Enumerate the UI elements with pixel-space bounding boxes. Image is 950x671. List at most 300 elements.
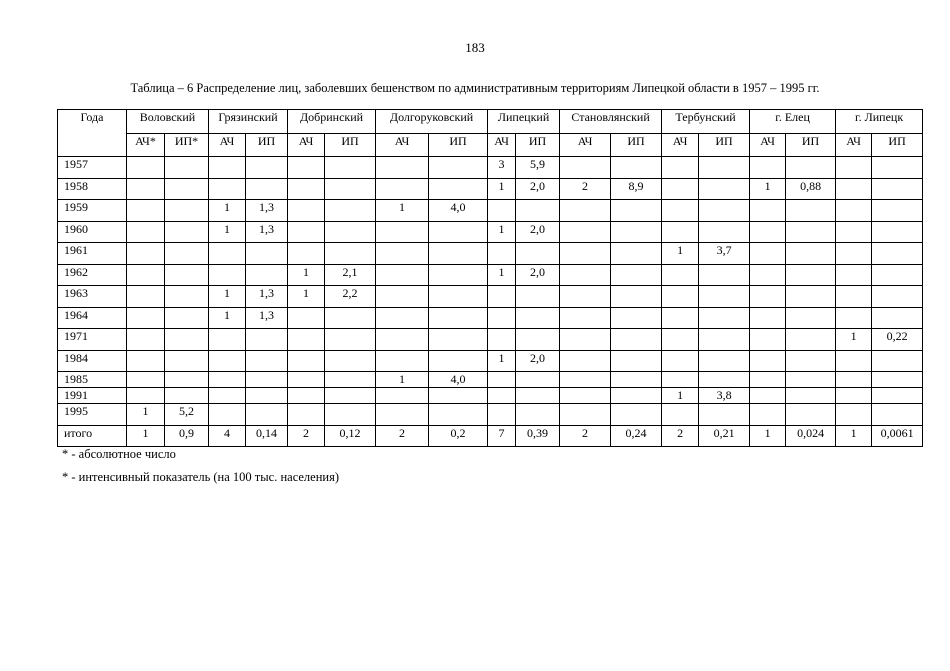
table-cell (488, 200, 516, 222)
table-cell: 1 (836, 329, 872, 351)
table-cell (165, 157, 209, 179)
table-cell (325, 200, 376, 222)
table-cell (611, 388, 662, 404)
table-cell (127, 286, 165, 308)
page-number: 183 (465, 40, 485, 55)
table-cell (786, 388, 836, 404)
table-cell (872, 264, 923, 286)
table-cell (246, 264, 288, 286)
table-cell (516, 307, 560, 329)
subheader-cell: АЧ (662, 134, 699, 157)
table-cell: 4 (209, 425, 246, 447)
subheader-cell: ИП (429, 134, 488, 157)
table-cell (836, 350, 872, 372)
table-cell (872, 350, 923, 372)
table-cell (611, 157, 662, 179)
table-cell (560, 388, 611, 404)
table-cell (662, 221, 699, 243)
footnote-intensive: * - интенсивный показатель (на 100 тыс. населения) (62, 470, 340, 484)
table-cell: 2 (560, 425, 611, 447)
table-cell (127, 157, 165, 179)
table-cell: 2,0 (516, 221, 560, 243)
table-cell (611, 350, 662, 372)
table-cell: 0,21 (699, 425, 750, 447)
header-district: г. Елец (750, 110, 836, 134)
table-cell: 1 (488, 221, 516, 243)
table-cell (246, 372, 288, 388)
table-cell (429, 178, 488, 200)
row-year: 1991 (58, 388, 127, 404)
table-cell (127, 221, 165, 243)
table-cell (750, 157, 786, 179)
table-cell (488, 388, 516, 404)
row-year: 1962 (58, 264, 127, 286)
table-cell: 2 (662, 425, 699, 447)
header-year: Года (58, 110, 127, 157)
table-row (58, 350, 923, 372)
row-year: 1961 (58, 243, 127, 265)
table-cell (836, 243, 872, 265)
subheader-cell: АЧ (836, 134, 872, 157)
table-cell: 1,3 (246, 286, 288, 308)
table-cell (165, 243, 209, 265)
table-cell: 3 (488, 157, 516, 179)
table-cell: 1 (376, 200, 429, 222)
table-cell (750, 200, 786, 222)
header-district: Добринский (288, 110, 376, 134)
table-cell (836, 264, 872, 286)
table-cell (872, 200, 923, 222)
table-cell: 1 (662, 388, 699, 404)
table-cell (560, 243, 611, 265)
table-cell (786, 329, 836, 351)
table-cell (786, 243, 836, 265)
table-row (58, 404, 923, 426)
table-cell (750, 372, 786, 388)
table-row (58, 221, 923, 243)
subheader-cell: ИП (611, 134, 662, 157)
table-cell (488, 372, 516, 388)
row-year: 1957 (58, 157, 127, 179)
table-cell (488, 404, 516, 426)
table-row (58, 307, 923, 329)
table-cell (376, 307, 429, 329)
table-cell (325, 350, 376, 372)
subheader-cell: АЧ* (127, 134, 165, 157)
table-cell (429, 286, 488, 308)
table-cell (288, 404, 325, 426)
table-cell (699, 157, 750, 179)
table-cell (611, 221, 662, 243)
table-cell (325, 372, 376, 388)
table-row (58, 388, 923, 404)
table-cell (376, 178, 429, 200)
table-cell (127, 329, 165, 351)
table-cell: 1 (488, 350, 516, 372)
footnotes (62, 447, 339, 493)
table-cell (165, 178, 209, 200)
table-cell (209, 329, 246, 351)
table-cell (836, 388, 872, 404)
table-cell (750, 243, 786, 265)
table-cell (209, 157, 246, 179)
table-cell: 0,0061 (872, 425, 923, 447)
header-district: Липецкий (488, 110, 560, 134)
table-cell: 2,2 (325, 286, 376, 308)
table-cell (429, 388, 488, 404)
table-cell (786, 404, 836, 426)
table-cell (560, 286, 611, 308)
table-cell (209, 388, 246, 404)
row-year: 1964 (58, 307, 127, 329)
subheader-cell: АЧ (376, 134, 429, 157)
table-cell (662, 372, 699, 388)
table-cell (699, 286, 750, 308)
table-caption: Таблица – 6 Распределение лиц, заболевших бешенством по административным территориям Липецкой области в 1957 – 1995 гг. (130, 81, 820, 95)
table-cell (209, 404, 246, 426)
table-cell (127, 178, 165, 200)
table-cell (429, 329, 488, 351)
table-cell (560, 200, 611, 222)
table-cell (165, 388, 209, 404)
table-cell (836, 372, 872, 388)
table-cell (376, 157, 429, 179)
table-cell (325, 388, 376, 404)
table-cell (560, 157, 611, 179)
table-cell (611, 329, 662, 351)
table-cell (750, 404, 786, 426)
table-cell (786, 200, 836, 222)
table-cell (516, 243, 560, 265)
table-cell (872, 307, 923, 329)
row-year: 1958 (58, 178, 127, 200)
table-cell (872, 404, 923, 426)
table-cell (699, 350, 750, 372)
table-cell (750, 307, 786, 329)
table-cell (488, 307, 516, 329)
table-cell (127, 307, 165, 329)
table-cell (750, 329, 786, 351)
table-cell (127, 388, 165, 404)
table-cell: 7 (488, 425, 516, 447)
table-cell: 4,0 (429, 200, 488, 222)
subheader-cell: АЧ (288, 134, 325, 157)
table-cell (325, 178, 376, 200)
table-cell (288, 221, 325, 243)
table-cell (662, 200, 699, 222)
table-cell: 1 (662, 243, 699, 265)
header-district: Воловский (127, 110, 209, 134)
table-cell: 4,0 (429, 372, 488, 388)
table-cell (560, 221, 611, 243)
subheader-cell: АЧ (560, 134, 611, 157)
header-district: Становлянский (560, 110, 662, 134)
table-cell (288, 350, 325, 372)
table-row (58, 372, 923, 388)
table-cell: 2,0 (516, 264, 560, 286)
table-row (58, 264, 923, 286)
table-cell: 1 (127, 404, 165, 426)
table-cell (288, 243, 325, 265)
table-cell (246, 178, 288, 200)
table-cell (376, 221, 429, 243)
table-row (58, 200, 923, 222)
header-district: Грязинский (209, 110, 288, 134)
table-cell (872, 388, 923, 404)
table-cell (488, 329, 516, 351)
row-year: 1960 (58, 221, 127, 243)
table-cell (836, 404, 872, 426)
table-cell (699, 200, 750, 222)
table-cell (288, 307, 325, 329)
table-cell (611, 307, 662, 329)
table-cell (662, 157, 699, 179)
table-cell (836, 157, 872, 179)
table-cell (662, 178, 699, 200)
table-cell (429, 264, 488, 286)
table-cell (836, 286, 872, 308)
table-cell (872, 372, 923, 388)
table-cell (325, 243, 376, 265)
table-cell (127, 200, 165, 222)
table-cell (560, 264, 611, 286)
table-cell: 2,0 (516, 350, 560, 372)
table-cell: 3,7 (699, 243, 750, 265)
table-cell (611, 200, 662, 222)
table-cell: 0,2 (429, 425, 488, 447)
table-cell (246, 350, 288, 372)
table-cell (288, 178, 325, 200)
table-cell (560, 350, 611, 372)
table-cell (288, 329, 325, 351)
table-cell: 0,39 (516, 425, 560, 447)
table-cell (560, 329, 611, 351)
table-cell (836, 221, 872, 243)
table-cell (786, 157, 836, 179)
table-cell: 1 (209, 200, 246, 222)
table-cell (786, 221, 836, 243)
table-cell: 3,8 (699, 388, 750, 404)
table-cell: 0,22 (872, 329, 923, 351)
table-cell: 8,9 (611, 178, 662, 200)
table-cell: 5,9 (516, 157, 560, 179)
table-cell (516, 200, 560, 222)
table-cell (165, 350, 209, 372)
subheader-cell: АЧ (750, 134, 786, 157)
table-cell (699, 221, 750, 243)
table-cell (560, 307, 611, 329)
table-cell: 0,9 (165, 425, 209, 447)
header-district: Тербунский (662, 110, 750, 134)
table-body (58, 110, 923, 447)
table-cell (165, 286, 209, 308)
table-cell (127, 243, 165, 265)
table-row (58, 157, 923, 179)
table-cell: 2 (288, 425, 325, 447)
table-cell (127, 350, 165, 372)
table-cell (750, 221, 786, 243)
subheader-cell: ИП (786, 134, 836, 157)
table-cell (325, 404, 376, 426)
table-cell: 1,3 (246, 221, 288, 243)
table-cell (560, 372, 611, 388)
table-cell: 1 (836, 425, 872, 447)
table-cell (699, 307, 750, 329)
table-cell: 0,88 (786, 178, 836, 200)
table-cell: 1 (750, 178, 786, 200)
table-cell: 1 (488, 264, 516, 286)
table-cell (786, 307, 836, 329)
table-cell (246, 329, 288, 351)
table-cell (127, 372, 165, 388)
subheader-cell: ИП (699, 134, 750, 157)
subheader-cell: ИП (325, 134, 376, 157)
table-cell (429, 307, 488, 329)
table-cell (429, 350, 488, 372)
table-cell (246, 404, 288, 426)
table-cell (429, 157, 488, 179)
table-row (58, 425, 923, 447)
table-cell: 0,024 (786, 425, 836, 447)
table-row (58, 178, 923, 200)
header-row (58, 110, 923, 134)
table-cell (325, 157, 376, 179)
subheader-row (58, 134, 923, 157)
table-cell (127, 264, 165, 286)
table-row (58, 243, 923, 265)
table-cell (376, 243, 429, 265)
table-cell (786, 264, 836, 286)
table-cell (699, 404, 750, 426)
table-cell (836, 178, 872, 200)
table-cell: 2 (560, 178, 611, 200)
table-cell (165, 329, 209, 351)
table-cell (376, 404, 429, 426)
table-cell (165, 264, 209, 286)
table-cell: 1 (288, 286, 325, 308)
table-cell (872, 221, 923, 243)
subheader-cell: ИП (516, 134, 560, 157)
table-cell: 1 (288, 264, 325, 286)
table-cell (611, 243, 662, 265)
table-cell: 2 (376, 425, 429, 447)
table-cell (611, 372, 662, 388)
table-cell (662, 404, 699, 426)
table-cell (288, 388, 325, 404)
table-cell: 1 (209, 286, 246, 308)
table-cell: 1 (750, 425, 786, 447)
table-cell: 1 (209, 307, 246, 329)
table-cell (786, 372, 836, 388)
table-cell (288, 157, 325, 179)
rabies-table (57, 109, 923, 447)
table-cell (376, 329, 429, 351)
table-cell (750, 286, 786, 308)
table-cell (516, 404, 560, 426)
table-cell: 1 (488, 178, 516, 200)
table-cell (750, 388, 786, 404)
table-cell (246, 157, 288, 179)
table-cell: 0,12 (325, 425, 376, 447)
table-cell (376, 350, 429, 372)
table-cell (699, 372, 750, 388)
table-cell (288, 372, 325, 388)
table-cell (699, 329, 750, 351)
header-district: г. Липецк (836, 110, 923, 134)
table-cell (209, 243, 246, 265)
table-cell (209, 350, 246, 372)
table-cell (872, 243, 923, 265)
subheader-cell: ИП* (165, 134, 209, 157)
subheader-cell: АЧ (209, 134, 246, 157)
table-cell (488, 243, 516, 265)
subheader-cell: АЧ (488, 134, 516, 157)
table-cell (750, 264, 786, 286)
table-cell (376, 388, 429, 404)
table-cell (662, 264, 699, 286)
table-cell (246, 243, 288, 265)
table-cell (611, 286, 662, 308)
table-cell (429, 243, 488, 265)
table-cell: 2,1 (325, 264, 376, 286)
table-cell (750, 350, 786, 372)
table-cell (325, 307, 376, 329)
table-cell (165, 221, 209, 243)
table-cell: 0,24 (611, 425, 662, 447)
table-cell (209, 264, 246, 286)
table-cell: 1,3 (246, 200, 288, 222)
table-cell (209, 372, 246, 388)
table-cell (246, 388, 288, 404)
table-cell (662, 350, 699, 372)
table-cell (488, 286, 516, 308)
table-cell (662, 286, 699, 308)
table-cell: 2,0 (516, 178, 560, 200)
table-cell (872, 286, 923, 308)
table-cell (209, 178, 246, 200)
table-cell (699, 178, 750, 200)
table-cell (516, 388, 560, 404)
table-cell (611, 264, 662, 286)
subheader-cell: ИП (872, 134, 923, 157)
table-cell (836, 307, 872, 329)
table-cell (836, 200, 872, 222)
row-year: 1985 (58, 372, 127, 388)
table-cell (165, 372, 209, 388)
row-year: 1995 (58, 404, 127, 426)
row-year: 1971 (58, 329, 127, 351)
table-cell (288, 200, 325, 222)
row-year: итого (58, 425, 127, 447)
table-cell (786, 350, 836, 372)
subheader-cell: ИП (246, 134, 288, 157)
row-year: 1959 (58, 200, 127, 222)
table-cell (560, 404, 611, 426)
table-row (58, 286, 923, 308)
table-cell: 1 (127, 425, 165, 447)
table-cell (325, 221, 376, 243)
table-cell (325, 329, 376, 351)
table-cell (516, 286, 560, 308)
table-cell (662, 307, 699, 329)
table-cell (786, 286, 836, 308)
table-cell (699, 264, 750, 286)
footnote-absolute: * - абсолютное число (62, 447, 176, 461)
row-year: 1984 (58, 350, 127, 372)
header-district: Долгоруковский (376, 110, 488, 134)
table-cell: 1,3 (246, 307, 288, 329)
table-cell (165, 307, 209, 329)
